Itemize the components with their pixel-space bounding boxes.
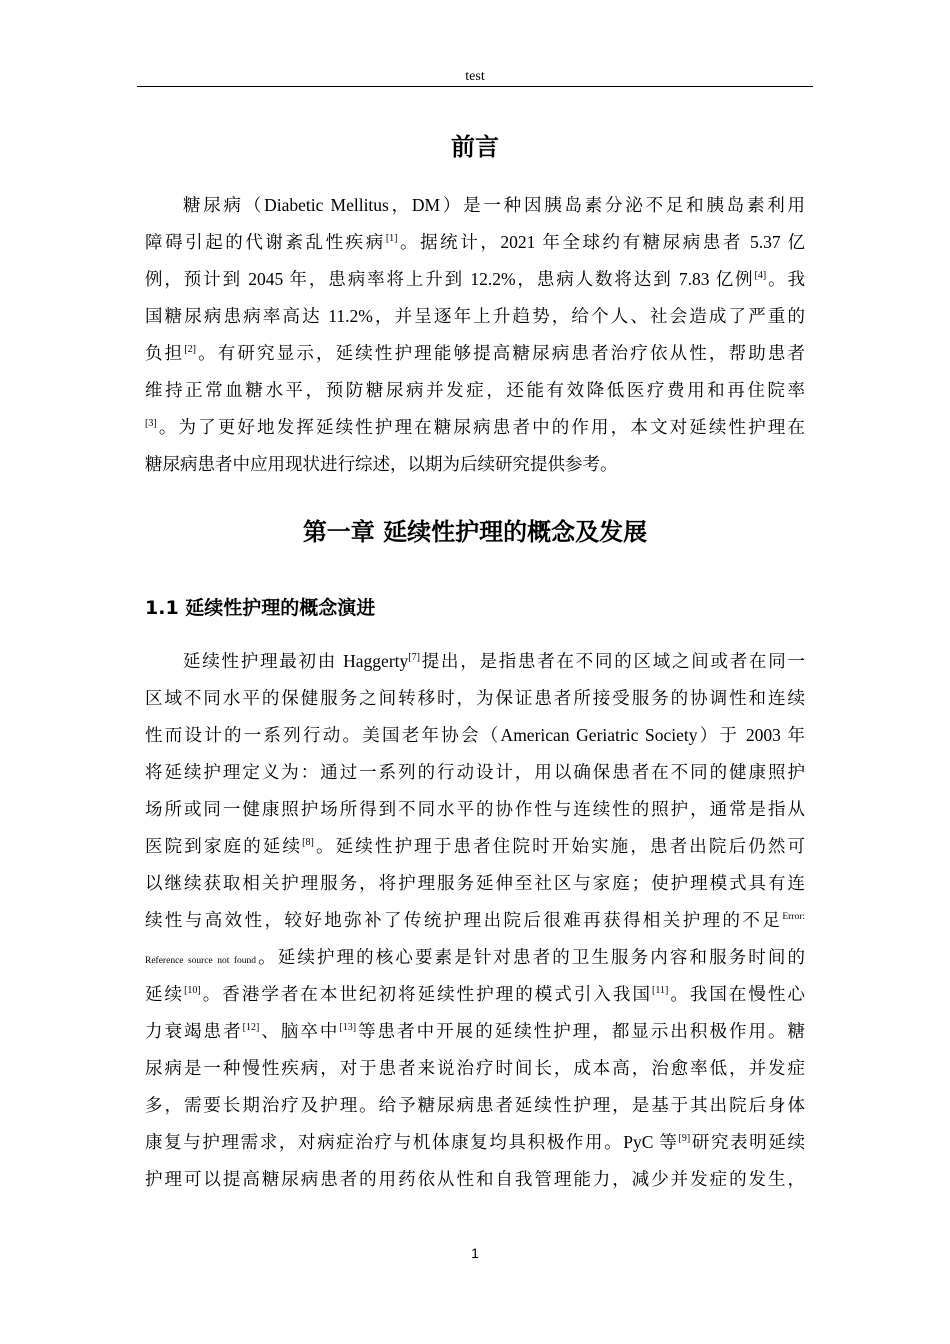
text-line: 区域不同水平的保健服务之间转移时，为保证患者所接受服务的协调性和连续 (145, 688, 805, 708)
text-line: 障碍引起的代谢紊乱性疾病[1]。据统计，2021 年全球约有糖尿病患者 5.37 亿 (145, 232, 806, 252)
text-line: 尿病是一种慢性疾病，对于患者来说治疗时间长，成本高，治愈率低，并发症 (145, 1058, 805, 1078)
text-line: 以继续获取相关护理服务，将护理服务延伸至社区与家庭；使护理模式具有连 (145, 873, 805, 893)
text-line: 力衰竭患者[12]、脑卒中[13]等患者中开展的延续性护理，都显示出积极作用。糖 (145, 1021, 806, 1041)
citation: [3] (145, 418, 157, 429)
text-line: 多，需要长期治疗及护理。给予糖尿病患者延续性护理，是基于其出院后身体 (145, 1095, 805, 1115)
text-line: 医院到家庭的延续[8]。延续性护理于患者住院时开始实施，患者出院后仍然可 (145, 836, 805, 856)
citation: [8] (302, 837, 314, 848)
text-line: 性而设计的一系列行动。美国老年协会（American Geriatric Society）于 2003 年 (145, 725, 805, 745)
citation: [13] (339, 1022, 357, 1033)
text-line: 国糖尿病患病率高达 11.2%，并呈逐年上升趋势，给个人、社会造成了严重的 (145, 306, 805, 326)
page-number: 1 (471, 1245, 479, 1261)
text-line: 续性与高效性，较好地弥补了传统护理出院后很难再获得相关护理的不足$^{Error:}$ (145, 910, 805, 930)
text-line: [3]。为了更好地发挥延续性护理在糖尿病患者中的作用，本文对延续性护理在 (145, 417, 805, 437)
citation: [4] (754, 270, 767, 281)
text-line: 糖尿病（Diabetic Mellitus，DM）是一种因胰岛素分泌不足和胰岛素利用 (183, 195, 805, 215)
header-rule (137, 86, 813, 87)
text-line: 例，预计到 2045 年，患病率将上升到 12.2%，患病人数将达到 7.83 亿例[4]。我 (145, 269, 806, 289)
text-line: Reference source not found。延续护理的核心要素是针对患者的卫生服务内容和服务时间的 (145, 947, 806, 967)
chapter-title: 第一章 延续性护理的概念及发展 (302, 518, 648, 546)
citation: [12] (242, 1022, 260, 1033)
citation: [7] (408, 652, 420, 663)
citation: [11] (651, 985, 669, 996)
page-header: test (465, 69, 485, 84)
reference-error: Reference source not found (145, 956, 257, 966)
reference-error: Error: (782, 912, 805, 922)
text-line: 负担[2]。有研究显示，延续性护理能够提高糖尿病患者治疗依从性，帮助患者 (145, 343, 806, 363)
text-line: 糖尿病患者中应用现状进行综述，以期为后续研究提供参考。 (145, 454, 618, 474)
citation: [1] (385, 233, 398, 244)
section-title: 1.1 延续性护理的概念演进 (145, 597, 376, 619)
citation: [10] (184, 985, 201, 996)
text-line: 场所或同一健康照护场所得到不同水平的协作性与连续性的照护，通常是指从 (145, 799, 805, 819)
citation: [2] (184, 344, 196, 355)
preface-title: 前言 (451, 133, 499, 161)
text-line: 护理可以提高糖尿病患者的用药依从性和自我管理能力，减少并发症的发生， (145, 1169, 805, 1189)
text-line: 延续性护理最初由 Haggerty[7]提出，是指患者在不同的区域之间或者在同一 (183, 651, 805, 671)
text-line: 将延续护理定义为：通过一系列的行动设计，用以确保患者在不同的健康照护 (145, 762, 805, 782)
text-line: 维持正常血糖水平，预防糖尿病并发症，还能有效降低医疗费用和再住院率 (145, 380, 805, 400)
citation: [9] (678, 1133, 691, 1144)
text-line: 康复与护理需求，对病症治疗与机体康复均具积极作用。PyC 等[9]研究表明延续 (145, 1132, 805, 1152)
text-line: 延续[10]。香港学者在本世纪初将延续性护理的模式引入我国[11]。我国在慢性心 (145, 984, 805, 1004)
